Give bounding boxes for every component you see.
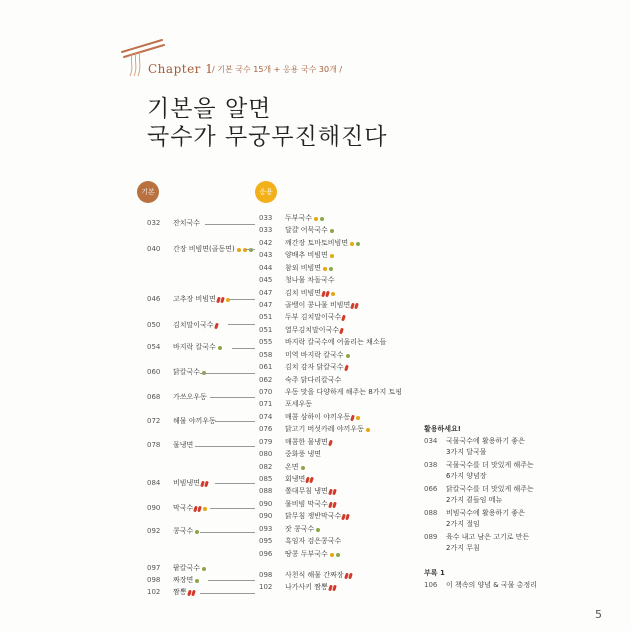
recipe-page: 088: [259, 487, 273, 495]
recipe-page: 102: [259, 583, 273, 591]
tip-page: 038: [424, 461, 438, 469]
apply-recipe-row: [259, 350, 350, 361]
page-title-line2: 국수가 무궁무진해진다: [147, 124, 388, 150]
chili-icon: [332, 584, 337, 591]
basic-recipe-row: [147, 575, 199, 586]
green-dot-icon: [202, 567, 206, 571]
recipe-label: 깨간장 토마토비빔면: [285, 239, 349, 247]
tip-page: 066: [424, 485, 438, 493]
green-dot-icon: [316, 528, 320, 532]
chili-icon: [345, 513, 350, 520]
appendix-item: [424, 580, 537, 591]
green-dot-icon: [218, 346, 222, 350]
recipe-label: 미역 바지락 칼국수: [285, 351, 344, 359]
recipe-label: 참외 비빔면: [285, 264, 322, 272]
apply-recipe-row: [259, 250, 334, 261]
yellow-dot-icon: [366, 428, 370, 432]
apply-recipe-row: [259, 375, 341, 386]
recipe-page: 070: [259, 388, 273, 396]
recipe-page: 090: [259, 500, 273, 508]
recipe-label: 막국수: [173, 504, 194, 512]
recipe-page: 054: [147, 343, 161, 351]
basic-recipe-row: [147, 563, 206, 574]
basic-recipe-row: [147, 392, 207, 403]
basic-recipe-row: [147, 587, 195, 598]
chili-icon: [197, 505, 202, 512]
recipe-label: 우동 맛을 다양하게 해주는 8가지 토핑: [285, 388, 403, 396]
connector-line: [245, 249, 255, 250]
chili-icon: [350, 414, 355, 421]
recipe-label: 두부국수: [285, 214, 313, 222]
tip-page: 089: [424, 533, 438, 541]
connector-line: [228, 324, 255, 325]
connector-line: [232, 348, 255, 349]
recipe-page: 071: [259, 400, 273, 408]
chili-icon: [309, 476, 314, 483]
apply-recipe-row: [259, 474, 313, 485]
green-dot-icon: [356, 242, 360, 246]
recipe-page: 085: [259, 475, 273, 483]
recipe-label: 쫄대무침 냉면: [285, 487, 328, 495]
tip-item: [424, 436, 525, 458]
recipe-page: 033: [259, 226, 273, 234]
apply-recipe-row: [259, 424, 370, 435]
recipe-page: 097: [147, 564, 161, 572]
chili-icon: [214, 322, 219, 329]
connector-line: [210, 397, 255, 398]
page-title-line1: 기본을 알면: [147, 96, 272, 122]
apply-recipe-row: [259, 536, 341, 547]
recipe-label: 닭고기 버섯카레 야끼우동: [285, 425, 364, 433]
tip-page: 088: [424, 509, 438, 517]
apply-recipe-row: [259, 225, 334, 236]
apply-recipe-row: [259, 387, 402, 398]
tips-heading: 활용하세요!: [424, 425, 462, 433]
recipe-page: 055: [259, 338, 273, 346]
recipe-label: 김치 감자 닭칼국수: [285, 363, 344, 371]
recipe-label: 바지락 칼국수에 어울리는 채소들: [285, 338, 387, 346]
apply-recipe-row: [259, 362, 348, 373]
basic-recipe-row: [147, 478, 208, 489]
recipe-page: 095: [259, 537, 273, 545]
recipe-label: 온면: [285, 463, 299, 471]
recipe-label: 잣 콩국수: [285, 525, 315, 533]
recipe-label: 사천식 해물 간짜장: [285, 571, 344, 579]
recipe-page: 062: [259, 376, 273, 384]
connector-line: [208, 580, 255, 581]
chili-icon: [328, 439, 333, 446]
page-number: 5: [595, 608, 602, 621]
recipe-label: 물냉면: [173, 441, 194, 449]
apply-recipe-row: [259, 238, 360, 249]
recipe-label: 달걀 어묵국수: [285, 226, 328, 234]
recipe-label: 흑임자 검은콩국수: [285, 537, 342, 545]
green-dot-icon: [330, 229, 334, 233]
recipe-label: 고추장 비빔면: [173, 295, 216, 303]
recipe-label: 김치 비빔면: [285, 289, 322, 297]
yellow-dot-icon: [331, 292, 335, 296]
recipe-label: 청나물 차돌국수: [285, 276, 335, 284]
tip-item: [424, 484, 534, 506]
recipe-label: 짬뽕: [173, 588, 187, 596]
recipe-page: 042: [259, 239, 273, 247]
chili-icon: [325, 290, 330, 297]
recipe-page: 058: [259, 351, 273, 359]
recipe-label: 콩국수: [173, 527, 194, 535]
basic-recipe-row: [147, 526, 199, 537]
recipe-label: 숙주 닭다리칼국수: [285, 376, 342, 384]
recipe-page: 080: [259, 450, 273, 458]
tip-line1: 비빔국수에 활용하기 좋은: [446, 509, 525, 517]
recipe-label: 바지락 칼국수: [173, 343, 216, 351]
chili-icon: [354, 302, 359, 309]
recipe-label: 간장 비빔면(골동면): [173, 245, 235, 253]
yellow-dot-icon: [330, 254, 334, 258]
basic-recipe-row: [147, 320, 218, 331]
apply-recipe-row: [259, 511, 349, 522]
recipe-page: 093: [259, 525, 273, 533]
yellow-dot-icon: [330, 553, 334, 557]
connector-line: [200, 373, 255, 374]
basic-recipe-row: [147, 367, 206, 378]
recipe-label: 땅콩 두부국수: [285, 550, 328, 558]
yellow-dot-icon: [237, 248, 241, 252]
apply-recipe-row: [259, 449, 321, 460]
green-dot-icon: [195, 530, 199, 534]
apply-recipe-row: [259, 337, 386, 348]
connector-line: [215, 483, 255, 484]
recipe-label: 짜장면: [173, 576, 194, 584]
apply-recipe-row: [259, 582, 336, 593]
tip-item: [424, 532, 529, 554]
tip-line2: 2가지 곁들임 메뉴: [446, 496, 503, 504]
tip-page: 034: [424, 437, 438, 445]
apply-recipe-row: [259, 300, 358, 311]
recipe-label: 김치말이국수: [173, 321, 214, 329]
apply-recipe-row: [259, 437, 332, 448]
recipe-label: 골뱅이 콩나물 비빔면: [285, 301, 351, 309]
recipe-page: 096: [259, 550, 273, 558]
apply-recipe-row: [259, 399, 312, 410]
apply-recipe-row: [259, 462, 305, 473]
recipe-page: 082: [259, 463, 273, 471]
recipe-page: 045: [259, 276, 273, 284]
basic-recipe-row: [147, 440, 193, 451]
tip-line1: 국물국수를 더 맛있게 해주는: [446, 461, 534, 469]
chili-icon: [332, 501, 337, 508]
connector-line: [195, 446, 255, 447]
recipe-label: 가쓰오우동: [173, 393, 207, 401]
connector-line: [200, 593, 255, 594]
recipe-page: 051: [259, 313, 273, 321]
recipe-label: 해물 야끼우동: [173, 417, 216, 425]
recipe-label: 나가사키 짬뽕: [285, 583, 328, 591]
apply-recipe-row: [259, 312, 345, 323]
basic-badge: 기본: [137, 181, 159, 203]
recipe-label: 잔치국수: [173, 219, 201, 227]
tip-line2: 2가지 무침: [446, 544, 480, 552]
appendix-page: 106: [424, 581, 438, 589]
recipe-page: 102: [147, 588, 161, 596]
apply-recipe-row: [259, 263, 333, 274]
tip-line2: 6가지 양념장: [446, 472, 487, 480]
apply-recipe-row: [259, 549, 340, 560]
apply-recipe-row: [259, 275, 335, 286]
recipe-label: 두부 김치말이국수: [285, 313, 342, 321]
basic-recipe-row: [147, 503, 207, 514]
recipe-page: 046: [147, 295, 161, 303]
apply-recipe-row: [259, 524, 320, 535]
recipe-page: 047: [259, 301, 273, 309]
green-dot-icon: [329, 267, 333, 271]
recipe-page: 068: [147, 393, 161, 401]
tip-line1: 육수 내고 남은 고기로 만든: [446, 533, 530, 541]
recipe-page: 078: [147, 441, 161, 449]
chili-icon: [339, 327, 344, 334]
apply-badge: 응용: [255, 181, 277, 203]
yellow-dot-icon: [314, 217, 318, 221]
recipe-page: 061: [259, 363, 273, 371]
recipe-page: 033: [259, 214, 273, 222]
recipe-label: 포세우동: [285, 400, 313, 408]
recipe-label: 닭무침 쟁반막국수: [285, 512, 342, 520]
chili-icon: [332, 488, 337, 495]
yellow-dot-icon: [350, 242, 354, 246]
appendix-heading: 부록 1: [424, 569, 445, 577]
recipe-page: 044: [259, 264, 273, 272]
tip-item: [424, 460, 534, 482]
recipe-page: 040: [147, 245, 161, 253]
tip-line2: 2가지 절임: [446, 520, 480, 528]
apply-recipe-row: [259, 486, 336, 497]
connector-line: [230, 299, 255, 300]
tip-line1: 국물국수에 활용하기 좋은: [446, 437, 525, 445]
chili-icon: [204, 480, 209, 487]
apply-recipe-row: [259, 288, 335, 299]
chopsticks-noodle-icon: [118, 36, 318, 86]
chili-icon: [344, 364, 349, 371]
green-dot-icon: [346, 354, 350, 358]
recipe-page: 050: [147, 321, 161, 329]
basic-recipe-row: [147, 218, 200, 229]
green-dot-icon: [336, 553, 340, 557]
apply-recipe-row: [259, 570, 352, 581]
tip-line1: 닭칼국수를 더 맛있게 해주는: [446, 485, 534, 493]
recipe-page: 090: [259, 512, 273, 520]
yellow-dot-icon: [356, 416, 360, 420]
recipe-page: 060: [147, 368, 161, 376]
connector-line: [210, 508, 255, 509]
apply-recipe-row: [259, 499, 336, 510]
appendix-label: 이 책속의 양념 & 국물 총정리: [446, 581, 537, 589]
green-dot-icon: [320, 217, 324, 221]
recipe-page: 047: [259, 289, 273, 297]
connector-line: [205, 224, 255, 225]
recipe-page: 092: [147, 527, 161, 535]
recipe-page: 079: [259, 438, 273, 446]
tip-line2: 3가지 달국물: [446, 448, 487, 456]
recipe-label: 매콤 삼하이 야끼우동: [285, 413, 351, 421]
recipe-page: 098: [147, 576, 161, 584]
recipe-label: 매콤한 물냉면: [285, 438, 328, 446]
recipe-label: 열무김치말이국수: [285, 326, 340, 334]
apply-recipe-row: [259, 325, 343, 336]
yellow-dot-icon: [323, 267, 327, 271]
apply-recipe-row: [259, 213, 324, 224]
recipe-page: 043: [259, 251, 273, 259]
recipe-page: 098: [259, 571, 273, 579]
recipe-label: 비빔냉면: [173, 479, 201, 487]
recipe-label: 회냉면: [285, 475, 306, 483]
recipe-label: 닭칼국수: [173, 368, 201, 376]
basic-recipe-row: [147, 416, 216, 427]
yellow-dot-icon: [203, 507, 207, 511]
basic-recipe-row: [147, 244, 253, 255]
basic-recipe-row: [147, 342, 222, 353]
recipe-page: 084: [147, 479, 161, 487]
recipe-page: 072: [147, 417, 161, 425]
basic-recipe-row: [147, 294, 230, 305]
recipe-page: 074: [259, 413, 273, 421]
green-dot-icon: [301, 466, 305, 470]
recipe-page: 032: [147, 219, 161, 227]
recipe-label: 팥칼국수: [173, 564, 201, 572]
chili-icon: [220, 296, 225, 303]
chili-icon: [341, 314, 346, 321]
recipe-label: 중화풍 냉면: [285, 450, 322, 458]
recipe-page: 090: [147, 504, 161, 512]
connector-line: [215, 421, 255, 422]
chapter-label: Chapter 1: [148, 62, 214, 76]
apply-recipe-row: [259, 412, 360, 423]
chapter-subtitle: / 기본 국수 15개 + 응용 국수 30개 /: [212, 65, 343, 74]
recipe-page: 051: [259, 326, 273, 334]
tip-item: [424, 508, 525, 530]
recipe-label: 물비빔 막국수: [285, 500, 328, 508]
recipe-label: 양배추 비빔면: [285, 251, 328, 259]
connector-line: [200, 532, 255, 533]
green-dot-icon: [195, 579, 199, 583]
recipe-page: 076: [259, 425, 273, 433]
